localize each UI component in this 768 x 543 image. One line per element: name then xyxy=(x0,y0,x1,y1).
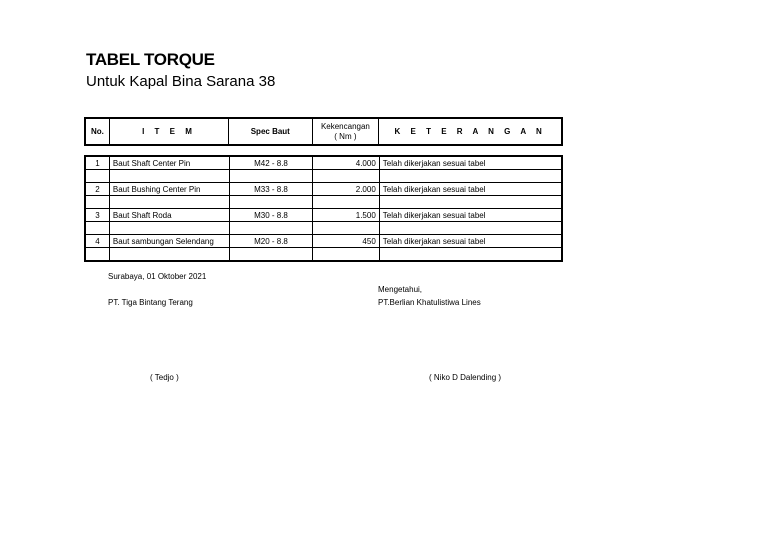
col-kekencangan-line1: Kekencangan xyxy=(320,121,370,131)
torque-table xyxy=(84,155,563,262)
cell-no: 4 xyxy=(85,235,109,248)
table-row-blank xyxy=(85,196,562,209)
cell-item: Baut Shaft Roda xyxy=(109,209,229,222)
table-row-blank xyxy=(85,170,562,183)
company-right: PT.Berlian Khatulistiwa Lines xyxy=(378,298,481,307)
cell-spec: M30 - 8.8 xyxy=(229,209,313,222)
table-row xyxy=(85,235,562,248)
cell-no: 1 xyxy=(85,156,109,170)
table-row-blank xyxy=(85,248,562,262)
cell-note: Telah dikerjakan sesuai tabel xyxy=(379,156,562,170)
cell-spec: M33 - 8.8 xyxy=(229,183,313,196)
place-date: Surabaya, 01 Oktober 2021 xyxy=(108,272,207,281)
col-keterangan: K E T E R A N G A N xyxy=(379,118,562,145)
cell-value: 2.000 xyxy=(313,183,380,196)
cell-value: 4.000 xyxy=(313,156,380,170)
table-row-blank xyxy=(85,222,562,235)
col-spec: Spec Baut xyxy=(229,118,312,145)
cell-note: Telah dikerjakan sesuai tabel xyxy=(379,209,562,222)
col-kekencangan-line2: ( Nm ) xyxy=(334,131,357,141)
cell-item: Baut Bushing Center Pin xyxy=(109,183,229,196)
cell-item: Baut Shaft Center Pin xyxy=(109,156,229,170)
cell-value: 1.500 xyxy=(313,209,380,222)
col-no: No. xyxy=(85,118,109,145)
cell-no: 2 xyxy=(85,183,109,196)
company-left: PT. Tiga Bintang Terang xyxy=(108,298,193,307)
table-row xyxy=(85,156,562,170)
signer-right: ( Niko D Dalending ) xyxy=(429,373,502,382)
cell-spec: M42 - 8.8 xyxy=(229,156,313,170)
table-row xyxy=(85,183,562,196)
col-kekencangan xyxy=(312,118,379,145)
table-header xyxy=(84,117,563,146)
cell-no: 3 xyxy=(85,209,109,222)
cell-spec: M20 - 8.8 xyxy=(229,235,313,248)
cell-item: Baut sambungan Selendang xyxy=(109,235,229,248)
cell-note: Telah dikerjakan sesuai tabel xyxy=(379,183,562,196)
col-item: I T E M xyxy=(109,118,228,145)
cell-value: 450 xyxy=(313,235,380,248)
document-subtitle: Untuk Kapal Bina Sarana 38 xyxy=(86,73,276,90)
signer-left: ( Tedjo ) xyxy=(150,373,179,382)
cell-note: Telah dikerjakan sesuai tabel xyxy=(379,235,562,248)
table-row xyxy=(85,209,562,222)
document-title: TABEL TORQUE xyxy=(86,50,215,69)
acknowledged-label: Mengetahui, xyxy=(378,285,423,294)
